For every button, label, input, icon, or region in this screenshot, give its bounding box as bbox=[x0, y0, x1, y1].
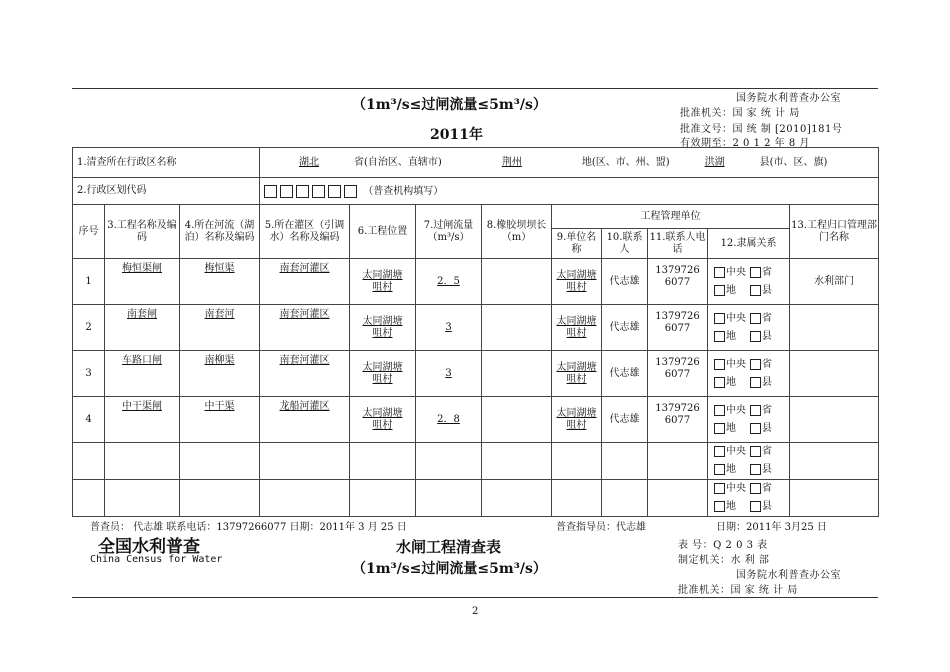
river-name[interactable]: 中干渠 bbox=[204, 401, 235, 412]
dept-name[interactable]: 水利部门 bbox=[790, 259, 879, 305]
dam-length[interactable] bbox=[482, 259, 552, 305]
row-seq: 1 bbox=[73, 259, 105, 305]
contact-phone[interactable]: 13797266077 bbox=[655, 403, 700, 426]
local-checkbox[interactable] bbox=[714, 331, 725, 342]
dam-length[interactable] bbox=[482, 480, 552, 517]
col-unit: 9.单位名称 bbox=[552, 229, 602, 259]
province-checkbox[interactable] bbox=[750, 483, 761, 494]
col-mgmt: 工程管理单位 bbox=[552, 205, 790, 229]
survey-year: 2011年 bbox=[430, 127, 483, 143]
row-seq: 3 bbox=[73, 351, 105, 397]
table-row bbox=[73, 305, 879, 351]
footer-subtitle: （1m³/s≤过闸流量≤5m³/s） bbox=[352, 561, 547, 577]
irrigation-name[interactable]: 南套河灌区 bbox=[279, 263, 330, 274]
sluice-name[interactable]: 中干渠闸 bbox=[122, 401, 162, 412]
code-note: （普查机构填写） bbox=[363, 185, 444, 197]
county-checkbox[interactable] bbox=[750, 423, 761, 434]
contact-person[interactable]: 代志雄 bbox=[602, 305, 648, 351]
row-seq bbox=[73, 443, 105, 480]
code-box[interactable] bbox=[328, 185, 341, 198]
bottom-rule bbox=[72, 597, 878, 598]
affil-province: 省 bbox=[762, 483, 773, 494]
affil-local: 地 bbox=[726, 501, 737, 512]
footer-office: 国务院水利普查办公室 bbox=[736, 570, 841, 581]
affil-local: 地 bbox=[726, 330, 737, 342]
province-checkbox[interactable] bbox=[750, 405, 761, 416]
affil-central: 中央 bbox=[726, 404, 747, 416]
province-checkbox[interactable] bbox=[750, 267, 761, 278]
affiliation-cell bbox=[708, 305, 790, 351]
affil-county: 县 bbox=[762, 422, 773, 434]
mgmt-unit[interactable]: 太同湖塘咀村 bbox=[556, 407, 597, 431]
dept-name[interactable] bbox=[790, 480, 879, 517]
sluice-flow[interactable]: 2．5 bbox=[437, 275, 460, 287]
county-checkbox[interactable] bbox=[750, 285, 761, 296]
form-title: 水闸工程清查表 bbox=[396, 538, 502, 556]
contact-person[interactable]: 代志雄 bbox=[602, 397, 648, 443]
dept-name[interactable] bbox=[790, 443, 879, 480]
central-checkbox[interactable] bbox=[714, 313, 725, 324]
table-row bbox=[73, 397, 879, 443]
guide-date: 日期：2011年 3月25 日 bbox=[716, 522, 827, 533]
province-value[interactable]: 湖北 bbox=[299, 156, 320, 168]
table-row bbox=[73, 480, 879, 517]
location-row bbox=[73, 148, 879, 178]
affil-central: 中央 bbox=[726, 312, 747, 324]
affiliation-cell bbox=[708, 480, 790, 517]
mgmt-unit[interactable]: 太同湖塘咀村 bbox=[556, 315, 597, 339]
central-checkbox[interactable] bbox=[714, 446, 725, 457]
province-checkbox[interactable] bbox=[750, 313, 761, 324]
data-rows bbox=[73, 259, 879, 517]
contact-person[interactable] bbox=[602, 480, 648, 517]
census-logo-en: China Census for Water bbox=[90, 554, 223, 565]
contact-phone[interactable]: 13797266077 bbox=[655, 311, 700, 334]
affil-central: 中央 bbox=[726, 358, 747, 370]
sluice-position[interactable]: 太同湖塘咀村 bbox=[362, 315, 403, 339]
table-row bbox=[73, 259, 879, 305]
affil-province: 省 bbox=[762, 446, 773, 457]
code-box[interactable] bbox=[296, 185, 309, 198]
central-checkbox[interactable] bbox=[714, 483, 725, 494]
affil-local: 地 bbox=[726, 422, 737, 434]
local-checkbox[interactable] bbox=[714, 501, 725, 512]
office-name: 国务院水利普查办公室 bbox=[736, 93, 841, 104]
col-contact: 10.联系人 bbox=[602, 229, 648, 259]
central-checkbox[interactable] bbox=[714, 405, 725, 416]
affil-central: 中央 bbox=[726, 446, 747, 457]
contact-person[interactable]: 代志雄 bbox=[602, 259, 648, 305]
col-name: 3.工程名称及编码 bbox=[105, 205, 180, 259]
province-checkbox[interactable] bbox=[750, 359, 761, 370]
dept-name[interactable] bbox=[790, 351, 879, 397]
code-box[interactable] bbox=[312, 185, 325, 198]
col-flow: 7.过闸流量（m³/s） bbox=[416, 205, 482, 259]
sluice-table bbox=[72, 147, 879, 517]
province-checkbox[interactable] bbox=[750, 446, 761, 457]
col-river: 4.所在河流（湖泊）名称及编码 bbox=[180, 205, 260, 259]
sluice-flow[interactable]: 3 bbox=[445, 321, 452, 333]
form-subtitle: （1m³/s≤过闸流量≤5m³/s） bbox=[352, 97, 547, 113]
central-checkbox[interactable] bbox=[714, 359, 725, 370]
affiliation-cell bbox=[708, 259, 790, 305]
local-checkbox[interactable] bbox=[714, 285, 725, 296]
contact-phone[interactable]: 13797266077 bbox=[655, 265, 700, 288]
river-name[interactable]: 南柳渠 bbox=[204, 355, 235, 366]
table-row bbox=[73, 351, 879, 397]
affil-county: 县 bbox=[762, 464, 773, 475]
dam-length[interactable] bbox=[482, 397, 552, 443]
affil-province: 省 bbox=[762, 266, 773, 278]
county-checkbox[interactable] bbox=[750, 377, 761, 388]
sluice-name[interactable]: 车路口闸 bbox=[122, 355, 162, 366]
contact-phone[interactable]: 13797266077 bbox=[655, 357, 700, 380]
county-checkbox[interactable] bbox=[750, 464, 761, 475]
code-row bbox=[73, 178, 879, 205]
province-suffix: 省(自治区、直辖市) bbox=[354, 156, 442, 168]
irrigation-name[interactable]: 南套河灌区 bbox=[279, 309, 330, 320]
affil-province: 省 bbox=[762, 312, 773, 324]
col-dept: 13.工程归口管理部门名称 bbox=[790, 205, 879, 259]
code-box[interactable] bbox=[264, 185, 277, 198]
county-value[interactable]: 洪湖 bbox=[704, 156, 725, 168]
sluice-position[interactable]: 太同湖塘咀村 bbox=[362, 361, 403, 385]
made-by: 制定机关：水 利 部 bbox=[678, 555, 770, 566]
river-name[interactable]: 南套河 bbox=[204, 309, 235, 320]
sluice-name[interactable]: 梅恒渠闸 bbox=[122, 263, 162, 274]
col-irrigation: 5.所在灌区（引调水）名称及编码 bbox=[260, 205, 350, 259]
river-name[interactable]: 梅恒渠 bbox=[204, 263, 235, 274]
affiliation-cell bbox=[708, 397, 790, 443]
location-label: 1.清查所在行政区名称 bbox=[73, 148, 260, 178]
dam-length[interactable] bbox=[482, 351, 552, 397]
mgmt-unit[interactable]: 太同湖塘咀村 bbox=[556, 361, 597, 385]
local-checkbox[interactable] bbox=[714, 464, 725, 475]
sluice-name[interactable]: 南套闸 bbox=[127, 309, 157, 320]
code-box[interactable] bbox=[280, 185, 293, 198]
code-box[interactable] bbox=[344, 185, 357, 198]
valid-until: 有效期至：2 0 1 2 年 8 月 bbox=[680, 138, 810, 149]
affil-local: 地 bbox=[726, 376, 737, 388]
city-suffix: 地(区、市、州、盟) bbox=[581, 156, 670, 168]
irrigation-name[interactable]: 龙船河灌区 bbox=[279, 401, 330, 412]
county-checkbox[interactable] bbox=[750, 501, 761, 512]
census-logo-cn: 全国水利普查 bbox=[98, 537, 200, 557]
code-label: 2.行政区划代码 bbox=[73, 178, 260, 205]
sluice-flow[interactable]: 3 bbox=[445, 367, 452, 379]
affil-local: 地 bbox=[726, 464, 737, 475]
affiliation-cell bbox=[708, 351, 790, 397]
header-row-1 bbox=[73, 205, 879, 229]
affil-central: 中央 bbox=[726, 266, 747, 278]
local-checkbox[interactable] bbox=[714, 423, 725, 434]
dept-name[interactable] bbox=[790, 397, 879, 443]
dam-length[interactable] bbox=[482, 305, 552, 351]
row-seq: 4 bbox=[73, 397, 105, 443]
mgmt-unit[interactable]: 太同湖塘咀村 bbox=[556, 269, 597, 293]
affil-province: 省 bbox=[762, 404, 773, 416]
affil-local: 地 bbox=[726, 284, 737, 296]
affil-county: 县 bbox=[762, 284, 773, 296]
row-seq: 2 bbox=[73, 305, 105, 351]
col-phone: 11.联系人电话 bbox=[648, 229, 708, 259]
affil-county: 县 bbox=[762, 501, 773, 512]
col-affil: 12.隶属关系 bbox=[708, 229, 790, 259]
row-seq bbox=[73, 480, 105, 517]
dept-name[interactable] bbox=[790, 305, 879, 351]
contact-person[interactable]: 代志雄 bbox=[602, 351, 648, 397]
central-checkbox[interactable] bbox=[714, 267, 725, 278]
sluice-position[interactable]: 太同湖塘咀村 bbox=[362, 407, 403, 431]
approval-org: 批准机关：国 家 统 计 局 bbox=[680, 108, 800, 119]
county-suffix: 县(市、区、旗) bbox=[759, 156, 828, 168]
contact-person[interactable] bbox=[602, 443, 648, 480]
irrigation-name[interactable]: 南套河灌区 bbox=[279, 355, 330, 366]
footer-approval: 批准机关：国 家 统 计 局 bbox=[678, 585, 798, 596]
col-position: 6.工程位置 bbox=[350, 205, 416, 259]
affiliation-cell bbox=[708, 443, 790, 480]
local-checkbox[interactable] bbox=[714, 377, 725, 388]
dam-length[interactable] bbox=[482, 443, 552, 480]
table-row bbox=[73, 443, 879, 480]
affil-county: 县 bbox=[762, 330, 773, 342]
sluice-position[interactable]: 太同湖塘咀村 bbox=[362, 269, 403, 293]
guide-name: 普查指导员：代志雄 bbox=[556, 522, 646, 533]
city-value[interactable]: 荆州 bbox=[501, 156, 522, 168]
surveyor-line: 普查员： 代志雄 联系电话：13797266077 日期：2011年 3 月 25 日 bbox=[90, 522, 407, 533]
affil-central: 中央 bbox=[726, 483, 747, 494]
sluice-flow[interactable]: 2．8 bbox=[437, 413, 460, 425]
county-checkbox[interactable] bbox=[750, 331, 761, 342]
col-seq: 序号 bbox=[73, 205, 105, 259]
form-number: 表 号：Q 2 0 3 表 bbox=[678, 540, 768, 551]
affil-province: 省 bbox=[762, 358, 773, 370]
affil-county: 县 bbox=[762, 376, 773, 388]
page-number: 2 bbox=[472, 606, 479, 617]
col-dam: 8.橡胶坝坝长（m） bbox=[482, 205, 552, 259]
approval-number: 批准文号：国 统 制 [2010]181号 bbox=[680, 124, 843, 135]
